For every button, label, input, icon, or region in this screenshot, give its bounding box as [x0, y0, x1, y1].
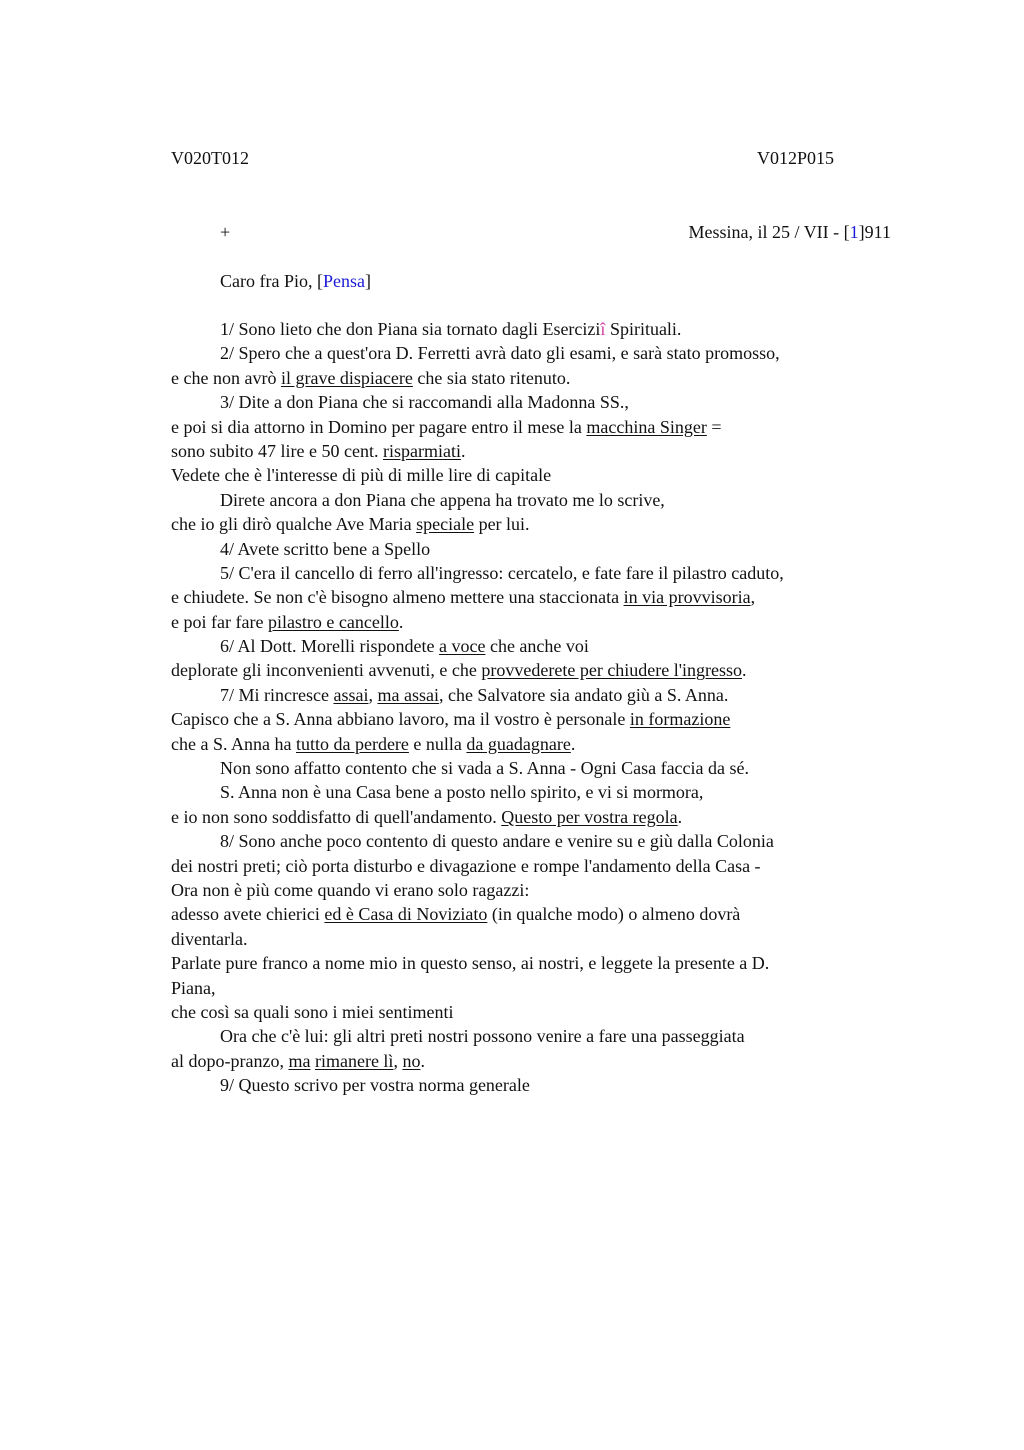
- letter-line: Vedete che è l'interesse di più di mille lire di capitale: [171, 465, 552, 486]
- dateline: Messina, il 25 / VII - [1]911: [688, 222, 891, 242]
- letter-line: diventarla.: [171, 928, 248, 949]
- letter-line: Ora non è più come quando vi erano solo ragazzi:: [171, 879, 530, 900]
- letter-line: Capisco che a S. Anna abbiano lavoro, ma il vostro è personale in formazione: [171, 709, 731, 730]
- letter-line: Piana,: [171, 977, 216, 998]
- letter-line: 9/ Questo scrivo per vostra norma generale: [220, 1075, 530, 1096]
- letter-line: adesso avete chierici ed è Casa di Noviziato (in qualche modo) o almeno dovrà: [171, 904, 741, 925]
- letter-line: 8/ Sono anche poco contento di questo andare e venire su e giù dalla Colonia: [220, 831, 774, 852]
- document-code-left: V020T012: [171, 148, 249, 168]
- letter-line: Non sono affatto contento che si vada a S. Anna - Ogni Casa faccia da sé.: [220, 758, 750, 779]
- document-code-right: V012P015: [757, 148, 835, 168]
- letter-line: deplorate gli inconvenienti avvenuti, e che provvederete per chiudere l'ingresso.: [171, 660, 747, 681]
- letter-line: Ora che c'è lui: gli altri preti nostri possono venire a fare una passeggiata: [220, 1026, 745, 1047]
- letter-line: 7/ Mi rincresce assai, ma assai, che Salvatore sia andato giù a S. Anna.: [220, 684, 729, 705]
- cross-mark: +: [220, 222, 231, 242]
- letter-body: [171, 317, 891, 1098]
- editorial-insert: Pensa: [322, 271, 365, 291]
- letter-line: e io non sono soddisfatto di quell'andamento. Questo per vostra regola.: [171, 806, 683, 827]
- letter-line: dei nostri preti; ciò porta disturbo e divagazione e rompe l'andamento della Casa -: [171, 855, 761, 876]
- letter-line: 5/ C'era il cancello di ferro all'ingresso: cercatelo, e fate fare il pilastro caduto,: [220, 562, 784, 583]
- letter-line: 4/ Avete scritto bene a Spello: [220, 538, 431, 559]
- letter-line: che io gli dirò qualche Ave Maria speciale per lui.: [171, 514, 530, 535]
- letter-line: che a S. Anna ha tutto da perdere e nulla da guadagnare.: [171, 733, 576, 754]
- letter-line: al dopo-pranzo, ma rimanere lì, no.: [171, 1050, 425, 1071]
- letter-line: sono subito 47 lire e 50 cent. risparmiati.: [171, 440, 466, 461]
- salutation: Caro fra Pio, [Pensa]: [220, 271, 371, 291]
- letter-line: Direte ancora a don Piana che appena ha trovato me lo scrive,: [220, 489, 665, 510]
- letter-line: Parlate pure franco a nome mio in questo senso, ai nostri, e leggete la presente a D.: [171, 953, 770, 974]
- letter-line: 2/ Spero che a quest'ora D. Ferretti avrà dato gli esami, e sarà stato promosso,: [220, 343, 780, 364]
- editorial-insert: 1: [849, 222, 859, 242]
- letter-line: e che non avrò il grave dispiacere che sia stato ritenuto.: [171, 367, 571, 388]
- letter-line: e poi si dia attorno in Domino per pagare entro il mese la macchina Singer =: [171, 416, 722, 437]
- letter-line: che così sa quali sono i miei sentimenti: [171, 1001, 454, 1022]
- letter-line: e poi far fare pilastro e cancello.: [171, 611, 404, 632]
- letter-line: 1/ Sono lieto che don Piana sia tornato dagli Eserciziî Spirituali.: [220, 319, 682, 339]
- diacritic-mark: î: [600, 319, 606, 339]
- letter-line: S. Anna non è una Casa bene a posto nello spirito, e vi si mormora,: [220, 782, 704, 803]
- letter-line: e chiudete. Se non c'è bisogno almeno mettere una staccionata in via provvisoria,: [171, 587, 756, 608]
- letter-line: 6/ Al Dott. Morelli rispondete a voce che anche voi: [220, 636, 589, 657]
- letter-line: 3/ Dite a don Piana che si raccomandi alla Madonna SS.,: [220, 392, 629, 413]
